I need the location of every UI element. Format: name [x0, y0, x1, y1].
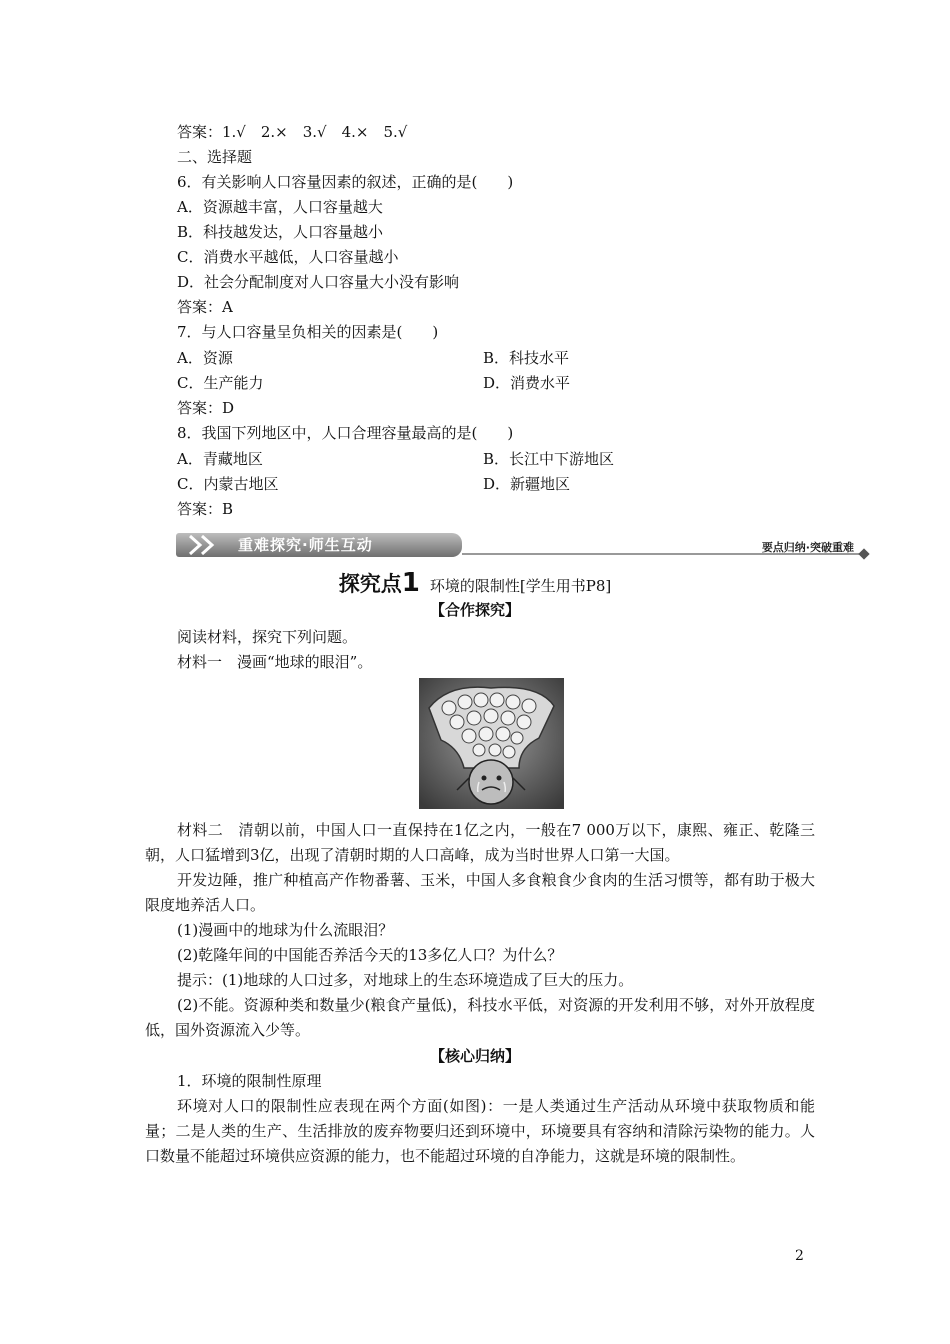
diamond-icon [858, 548, 869, 559]
option-7a: A．资源 [177, 349, 233, 367]
option-6b: B．科技越发达，人口容量越小 [177, 223, 384, 241]
hint-1: 提示：(1)地球的人口过多，对地球上的生态环境造成了巨大的压力。 [177, 971, 634, 989]
topic-label: 探究点 [338, 572, 402, 596]
cooperative-heading: 【合作探究】 [429, 601, 520, 619]
option-8d: D．新疆地区 [483, 475, 571, 493]
topic-title: 环境的限制性[学生用书P8] [429, 577, 612, 595]
option-6a: A．资源越丰富，人口容量越大 [177, 198, 383, 216]
answers-line: 答案：1.√ 2.× 3.√ 4.× 5.√ [177, 123, 408, 141]
hint-2: (2)不能。资源种类和数量少(粮食产量低)，科技水平低，对资源的开发利用不够，对外开放程度低，国外资源流入少等。 [145, 996, 815, 1039]
answer-7: 答案：D [177, 399, 235, 417]
banner-subtitle: 要点归纳·突破重难 [761, 541, 854, 554]
option-7b: B．科技水平 [483, 349, 570, 367]
principle-title: 1．环境的限制性原理 [177, 1072, 322, 1090]
core-heading: 【核心归纳】 [429, 1047, 520, 1065]
option-8a: A．青藏地区 [177, 450, 263, 468]
banner-title: 重难探究·师生互动 [238, 536, 373, 554]
question-2: (2)乾隆年间的中国能否养活今天的13多亿人口？为什么？ [177, 946, 563, 964]
earth-tears-cartoon [419, 678, 564, 809]
principle-text: 环境对人口的限制性应表现在两个方面(如图)：一是人类通过生产活动从环境中获取物质和能量；二是人类的生产、生活排放的废弃物要归还到环境中，环境要具有容纳和清除污染物的能力。人口数量不能超过环境供应资源的能力，也不能超过环境的自净能力，这就是环境的限制性。 [145, 1097, 815, 1165]
section-heading: 二、选择题 [177, 148, 253, 166]
chevron-icon [184, 533, 234, 557]
read-prompt: 阅读材料，探究下列问题。 [177, 628, 358, 646]
option-7c: C．生产能力 [177, 374, 264, 392]
page-number: 2 [795, 1248, 804, 1264]
banner-bar [176, 533, 462, 557]
option-8b: B．长江中下游地区 [483, 450, 615, 468]
question-7: 7．与人口容量呈负相关的因素是( ) [177, 323, 439, 341]
material-two: 材料二 清朝以前，中国人口一直保持在1亿之内，一般在7 000万以下，康熙、雍正、乾隆三朝，人口猛增到3亿，出现了清朝时期的人口高峰，成为当时世界人口第一大国。 [145, 821, 815, 864]
section-banner [176, 533, 868, 559]
topic-number: 1 [401, 568, 420, 598]
option-6c: C．消费水平越低，人口容量越小 [177, 248, 399, 266]
answer-8: 答案：B [177, 500, 234, 518]
option-8c: C．内蒙古地区 [177, 475, 279, 493]
question-1: (1)漫画中的地球为什么流眼泪？ [177, 921, 394, 939]
topic-heading [0, 568, 950, 601]
material-one: 材料一 漫画“地球的眼泪”。 [177, 653, 373, 671]
question-6: 6．有关影响人口容量因素的叙述，正确的是( ) [177, 173, 514, 191]
answer-6: 答案：A [177, 298, 233, 316]
option-6d: D．社会分配制度对人口容量大小没有影响 [177, 273, 460, 291]
question-8: 8．我国下列地区中，人口合理容量最高的是( ) [177, 424, 514, 442]
material-two-cont: 开发边陲，推广种植高产作物番薯、玉米，中国人多食粮食少食肉的生活习惯等，都有助于极大限度地养活人口。 [145, 871, 815, 914]
option-7d: D．消费水平 [483, 374, 571, 392]
